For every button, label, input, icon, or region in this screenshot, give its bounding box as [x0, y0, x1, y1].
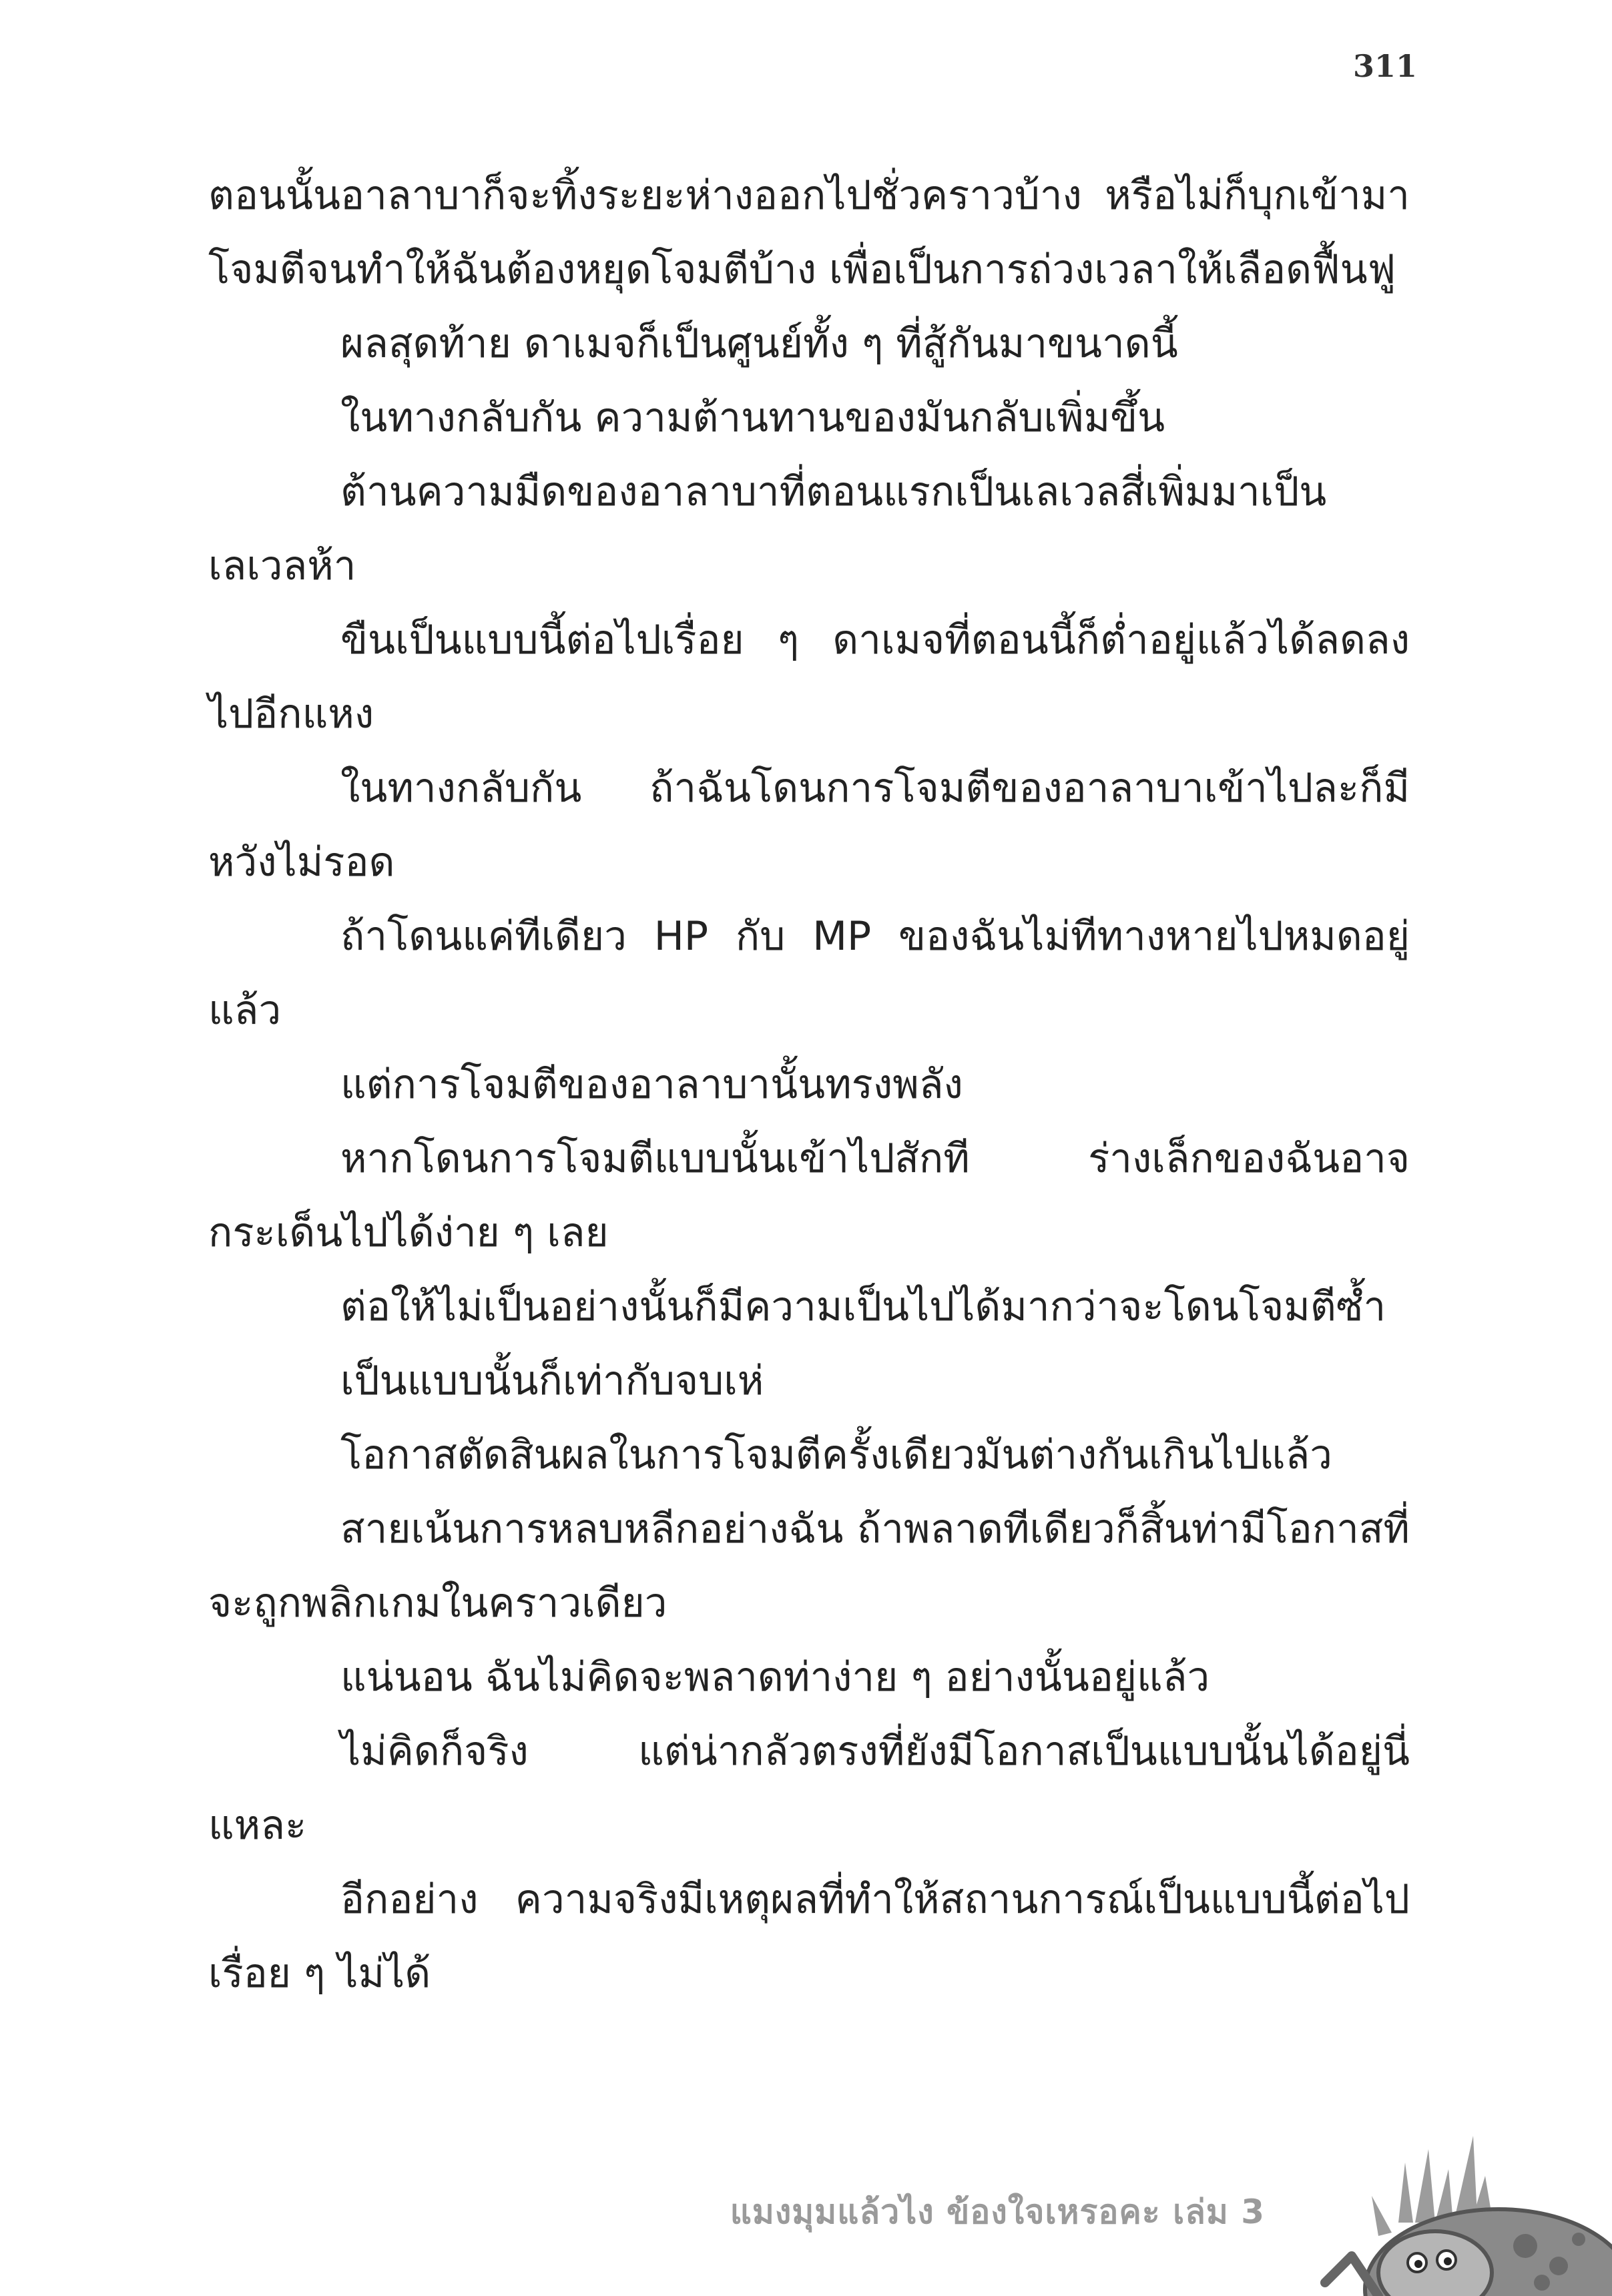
paragraph: สายเน้นการหลบหลีกอย่างฉัน ถ้าพลาดทีเดียวก็สิ้นท่ามีโอกาสที่จะถูกพลิกเกมในคราวเดียว [208, 1506, 1410, 1627]
paragraph: แน่นอน ฉันไม่คิดจะพลาดท่าง่าย ๆ อย่างนั้นอยู่แล้ว [340, 1654, 1210, 1701]
page-number: 311 [1352, 48, 1417, 84]
paragraph: ไม่คิดก็จริง แต่น่ากลัวตรงที่ยังมีโอกาสเป็นแบบนั้นได้อยู่นี่แหละ [208, 1728, 1410, 1849]
running-footer: แมงมุมแล้วไง ข้องใจเหรอคะ เล่ม 3 [730, 2193, 1265, 2231]
paragraph: เป็นแบบนั้นก็เท่ากับจบเห่ [340, 1358, 764, 1404]
paragraph: ในทางกลับกัน ความต้านทานของมันกลับเพิ่มขึ้น [340, 394, 1165, 441]
paragraph: แต่การโจมตีของอาลาบานั้นทรงพลัง [340, 1061, 963, 1108]
paragraph: อีกอย่าง ความจริงมีเหตุผลที่ทำให้สถานการณ์เป็นแบบนี้ต่อไปเรื่อย ๆ ไม่ได้ [208, 1876, 1410, 1997]
paragraph: หากโดนการโจมตีแบบนั้นเข้าไปสักที ร่างเล็กของฉันอาจกระเด็นไปได้ง่าย ๆ เลย [208, 1135, 1410, 1256]
body-text [208, 159, 1410, 2011]
paragraph: ขืนเป็นแบบนี้ต่อไปเรื่อย ๆ ดาเมจที่ตอนนี้ก็ต่ำอยู่แล้วได้ลดลงไปอีกแหง [208, 617, 1410, 738]
paragraph: ต่อให้ไม่เป็นอย่างนั้นก็มีความเป็นไปได้มากว่าจะโดนโจมตีซ้ำ [340, 1283, 1386, 1330]
paragraph: ผลสุดท้าย ดาเมจก็เป็นศูนย์ทั้ง ๆ ที่สู้กันมาขนาดนี้ [340, 320, 1178, 367]
paragraph: ต้านความมืดของอาลาบาที่ตอนแรกเป็นเลเวลสี่เพิ่มมาเป็นเลเวลห้า [208, 469, 1327, 589]
paragraph: โอกาสตัดสินผลในการโจมตีครั้งเดียวมันต่างกันเกินไปแล้ว [340, 1432, 1332, 1478]
paragraph: ในทางกลับกัน ถ้าฉันโดนการโจมตีของอาลาบาเข้าไปละก็มีหวังไม่รอด [208, 765, 1410, 886]
spider-mascot-icon [1298, 2122, 1612, 2296]
paragraph: ตอนนั้นอาลาบาก็จะทิ้งระยะห่างออกไปชั่วคราวบ้าง หรือไม่ก็บุกเข้ามาโจมตีจนทำให้ฉันต้องหยุดโจมตีบ้าง เพื่อเป็นการถ่วงเวลาให้เลือดฟื้นฟู [208, 172, 1410, 293]
paragraph: ถ้าโดนแค่ทีเดียว HP กับ MP ของฉันไม่ทีทางหายไปหมดอยู่แล้ว [208, 913, 1410, 1034]
